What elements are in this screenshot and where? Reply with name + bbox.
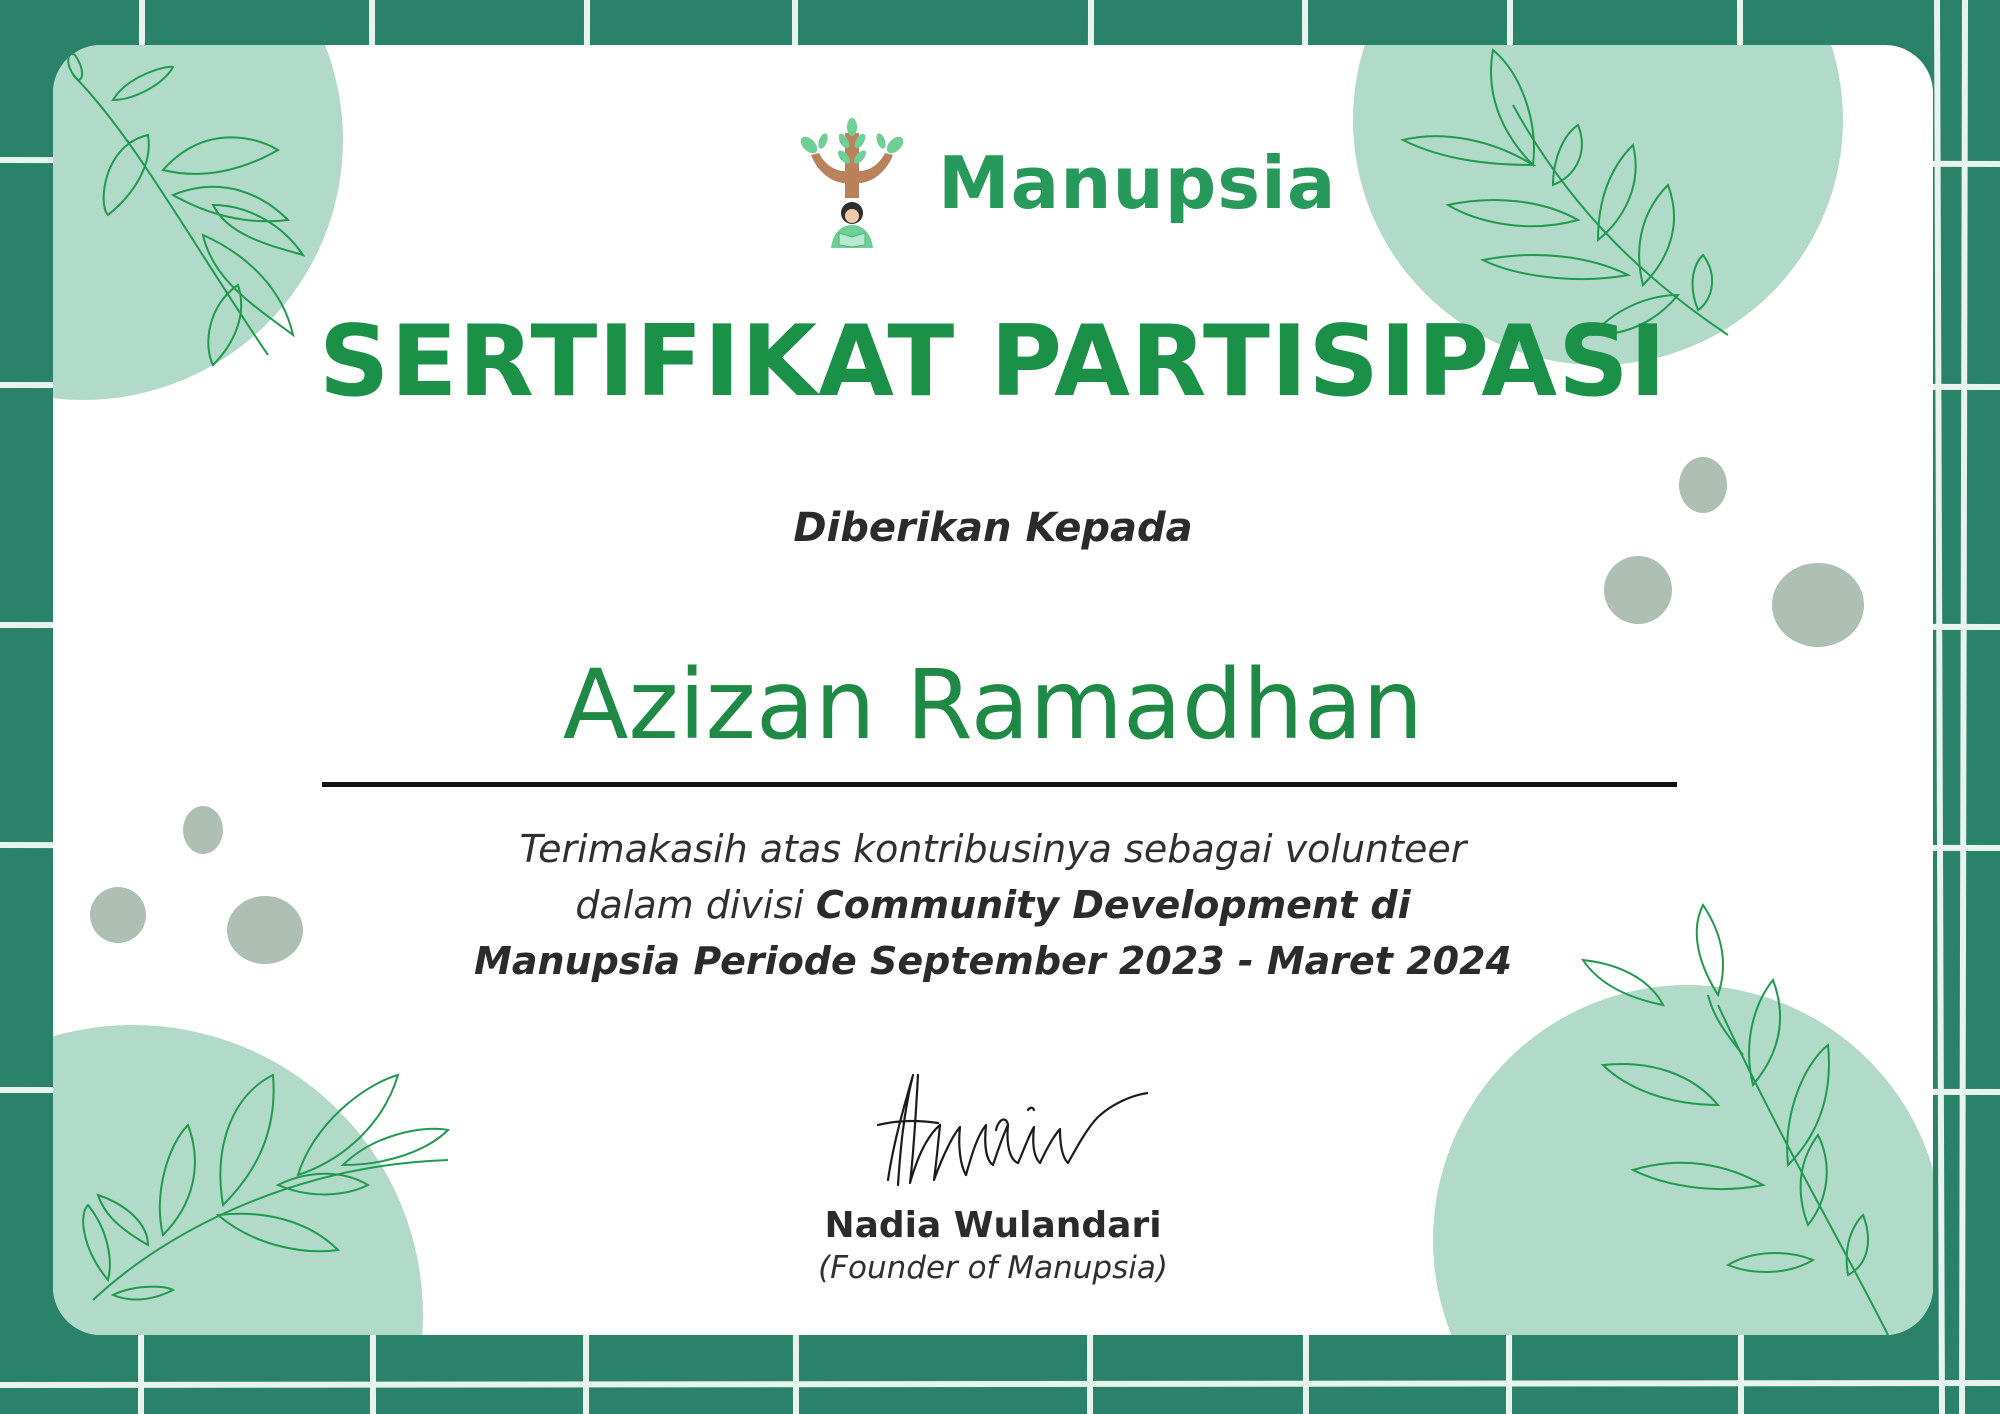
- given-to-label: Diberikan Kepada: [793, 505, 1193, 551]
- certificate-card: [53, 45, 1933, 1335]
- certificate-title: SERTIFIKAT PARTISIPASI: [318, 305, 1668, 419]
- brand-name: Manupsia: [938, 141, 1337, 225]
- decor-circle-bottom-left: [53, 1025, 423, 1335]
- message-line-2: [253, 877, 1733, 933]
- signatory-role: (Founder of Manupsia): [818, 1250, 1168, 1286]
- tree-person-reading-icon: [793, 113, 913, 253]
- recipient-name: Azizan Ramadhan: [562, 649, 1424, 761]
- handwritten-signature: [848, 1065, 1148, 1195]
- message-line-1: Terimakasih atas kontribusinya sebagai volunteer: [519, 827, 1467, 871]
- message-line-3: [253, 933, 1733, 989]
- message-division: Community Development di: [815, 883, 1411, 927]
- signatory-name: Nadia Wulandari: [824, 1205, 1162, 1246]
- brand-logo: [793, 113, 1337, 253]
- message-period: Manupsia Periode September 2023 - Maret 2024: [474, 939, 1512, 983]
- name-underline: [322, 782, 1677, 787]
- certificate-message: [253, 821, 1733, 989]
- message-line-2-prefix: dalam divisi: [575, 883, 816, 927]
